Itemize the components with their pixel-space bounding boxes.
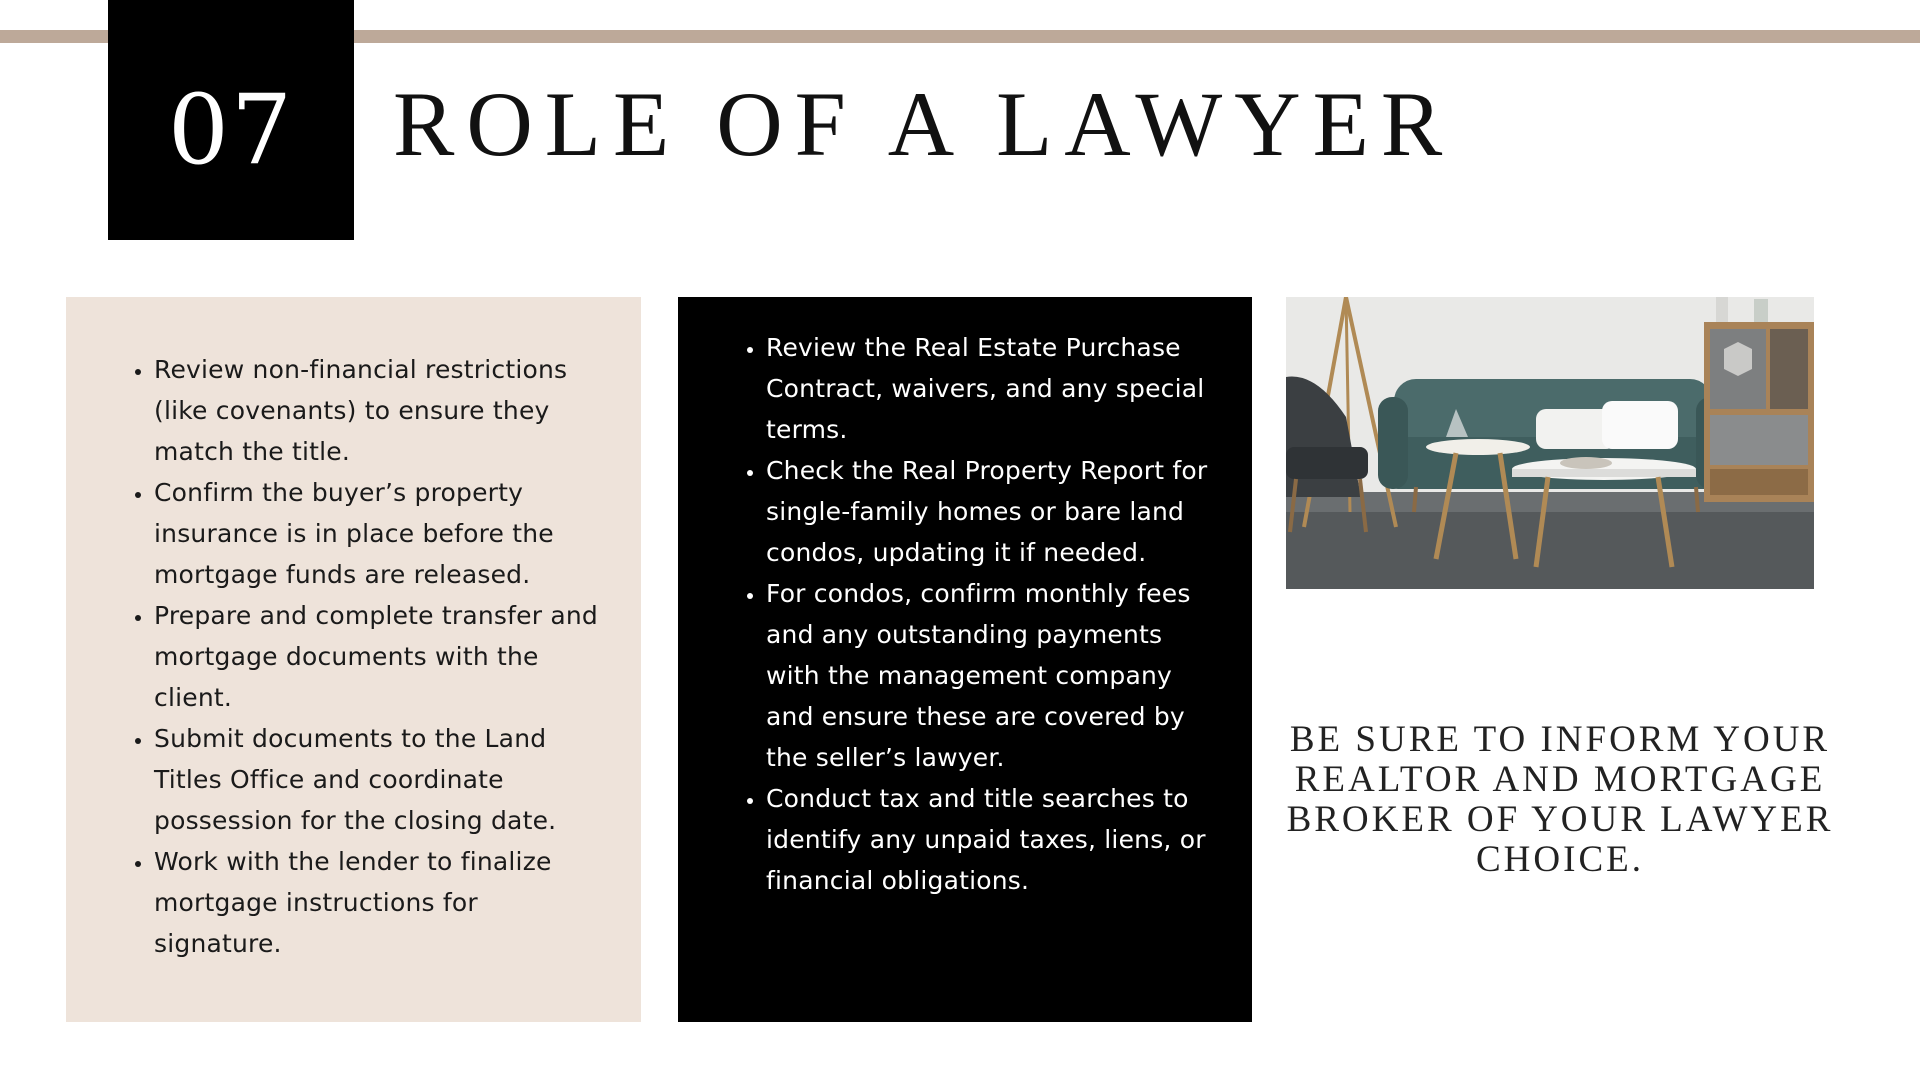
list-item: • Check the Real Property Report for single-family homes or bare land condos, updating it if needed. (766, 450, 1212, 573)
list-item: • Submit documents to the Land Titles Office and coordinate possession for the closing date. (154, 718, 601, 841)
slide-number-box (108, 0, 354, 240)
living-room-photo (1286, 297, 1814, 589)
middle-info-card (678, 297, 1252, 1022)
left-bullet-list (128, 349, 601, 964)
living-room-illustration (1286, 297, 1814, 589)
left-info-card (66, 297, 641, 1022)
list-item: • For condos, confirm monthly fees and any outstanding payments with the management company and ensure these are covered by the seller’s lawyer. (766, 573, 1212, 778)
list-item: • Work with the lender to finalize mortgage instructions for signature. (154, 841, 601, 964)
list-item: • Review non-financial restrictions (like covenants) to ensure they match the title. (154, 349, 601, 472)
lawyer-choice-notice: BE SURE TO INFORM YOUR REALTOR AND MORTGAGE BROKER OF YOUR LAWYER CHOICE. (1286, 719, 1834, 880)
slide-title: ROLE OF A LAWYER (393, 73, 1455, 175)
slide-number: 07 (167, 74, 295, 186)
list-item: • Conduct tax and title searches to identify any unpaid taxes, liens, or financial obligations. (766, 778, 1212, 901)
list-item: • Review the Real Estate Purchase Contract, waivers, and any special terms. (766, 327, 1212, 450)
list-item: • Confirm the buyer’s property insurance is in place before the mortgage funds are released. (154, 472, 601, 595)
list-item: • Prepare and complete transfer and mortgage documents with the client. (154, 595, 601, 718)
middle-bullet-list (740, 327, 1212, 901)
